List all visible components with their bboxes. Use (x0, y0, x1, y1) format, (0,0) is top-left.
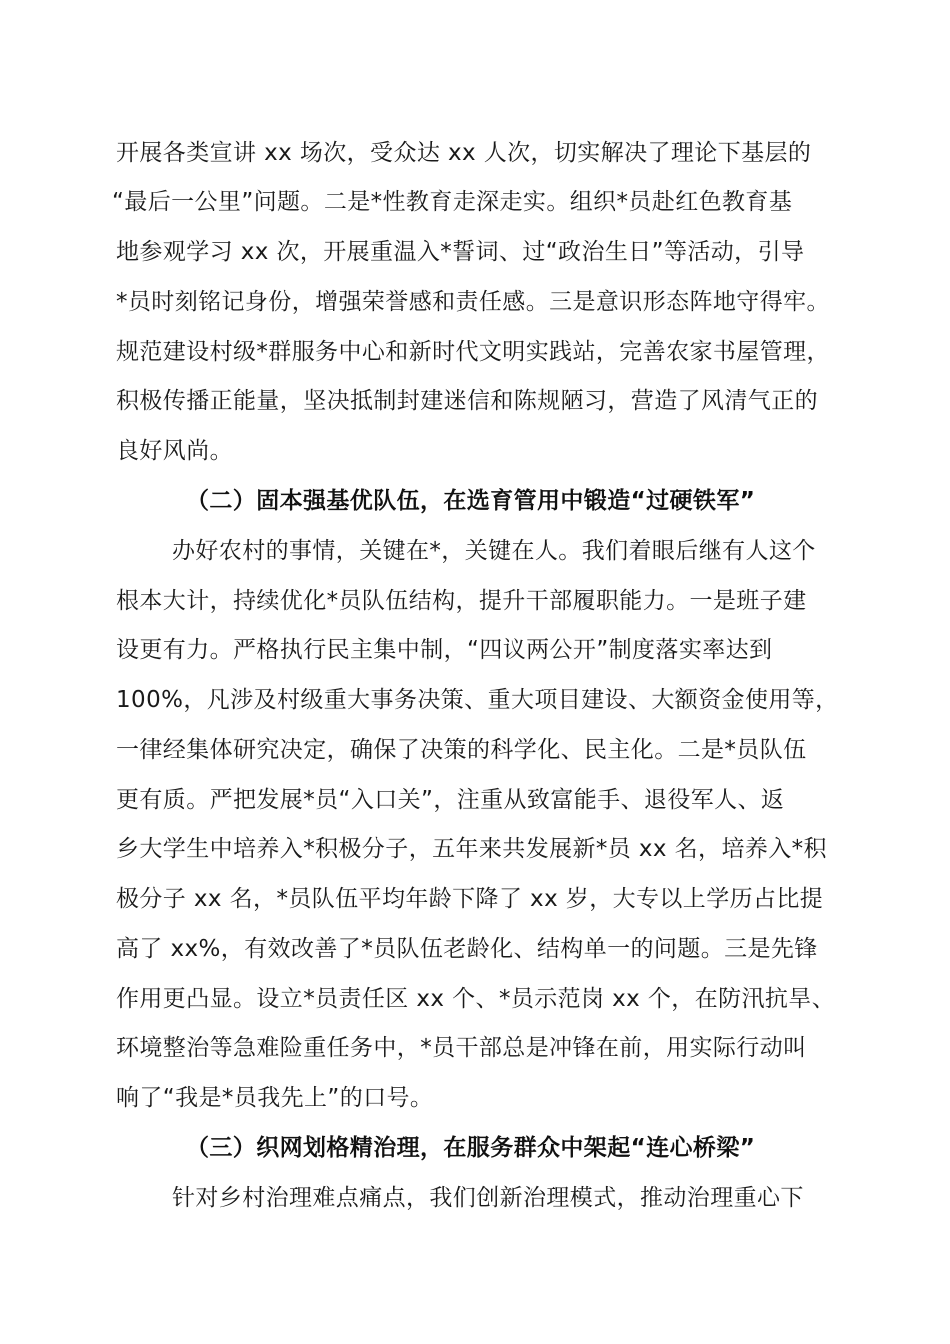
body-text-line: 高了 xx%，有效改善了*员队伍老龄化、结构单一的问题。三是先锋 (116, 936, 818, 962)
body-text-line: *员时刻铭记身份，增强荣誉感和责任感。三是意识形态阵地守得牢。 (116, 289, 830, 315)
body-text-line: 积极传播正能量，坚决抵制封建迷信和陈规陋习，营造了风清气正的 (116, 388, 818, 414)
body-text-line: 良好风尚。 (116, 438, 233, 464)
body-text-line: 乡大学生中培养入*积极分子，五年来共发展新*员 xx 名，培养入*积 (116, 836, 827, 862)
body-text-line: 100%，凡涉及村级重大事务决策、重大项目建设、大额资金使用等， (116, 687, 839, 713)
body-text-line: 办好农村的事情，关键在*，关键在人。我们着眼后继有人这个 (172, 538, 816, 564)
body-text-line: “最后一公里”问题。二是*性教育走深走实。组织*员赴红色教育基 (112, 189, 793, 215)
body-text-line: 环境整治等急难险重任务中，*员干部总是冲锋在前，用实际行动叫 (116, 1035, 807, 1061)
body-text-line: 根本大计，持续优化*员队伍结构，提升干部履职能力。一是班子建 (116, 588, 807, 614)
body-text-line: 设更有力。严格执行民主集中制，“四议两公开”制度落实率达到 (116, 637, 773, 663)
body-text-line: 极分子 xx 名，*员队伍平均年龄下降了 xx 岁，大专以上学历占比提 (116, 886, 824, 912)
section-heading-3: （三）织网划格精治理，在服务群众中架起“连心桥梁” (186, 1135, 756, 1161)
body-text-line: 作用更凸显。设立*员责任区 xx 个、*员示范岗 xx 个，在防汛抗旱、 (116, 986, 836, 1012)
body-text-line: 开展各类宣讲 xx 场次，受众达 xx 人次，切实解决了理论下基层的 (116, 140, 812, 166)
body-text-line: 响了“我是*员我先上”的口号。 (116, 1085, 434, 1111)
body-text-line: 一律经集体研究决定，确保了决策的科学化、民主化。二是*员队伍 (116, 737, 807, 763)
body-text-line: 针对乡村治理难点痛点，我们创新治理模式，推动治理重心下 (172, 1185, 804, 1211)
body-text-line: 地参观学习 xx 次，开展重温入*誓词、过“政治生日”等活动，引导 (116, 239, 805, 265)
body-text-line: 更有质。严把发展*员“入口关”，注重从致富能手、退役军人、返 (116, 787, 785, 813)
body-text-line: 规范建设村级*群服务中心和新时代文明实践站，完善农家书屋管理， (116, 339, 830, 365)
section-heading-2: （二）固本强基优队伍，在选育管用中锻造“过硬铁军” (186, 488, 756, 514)
